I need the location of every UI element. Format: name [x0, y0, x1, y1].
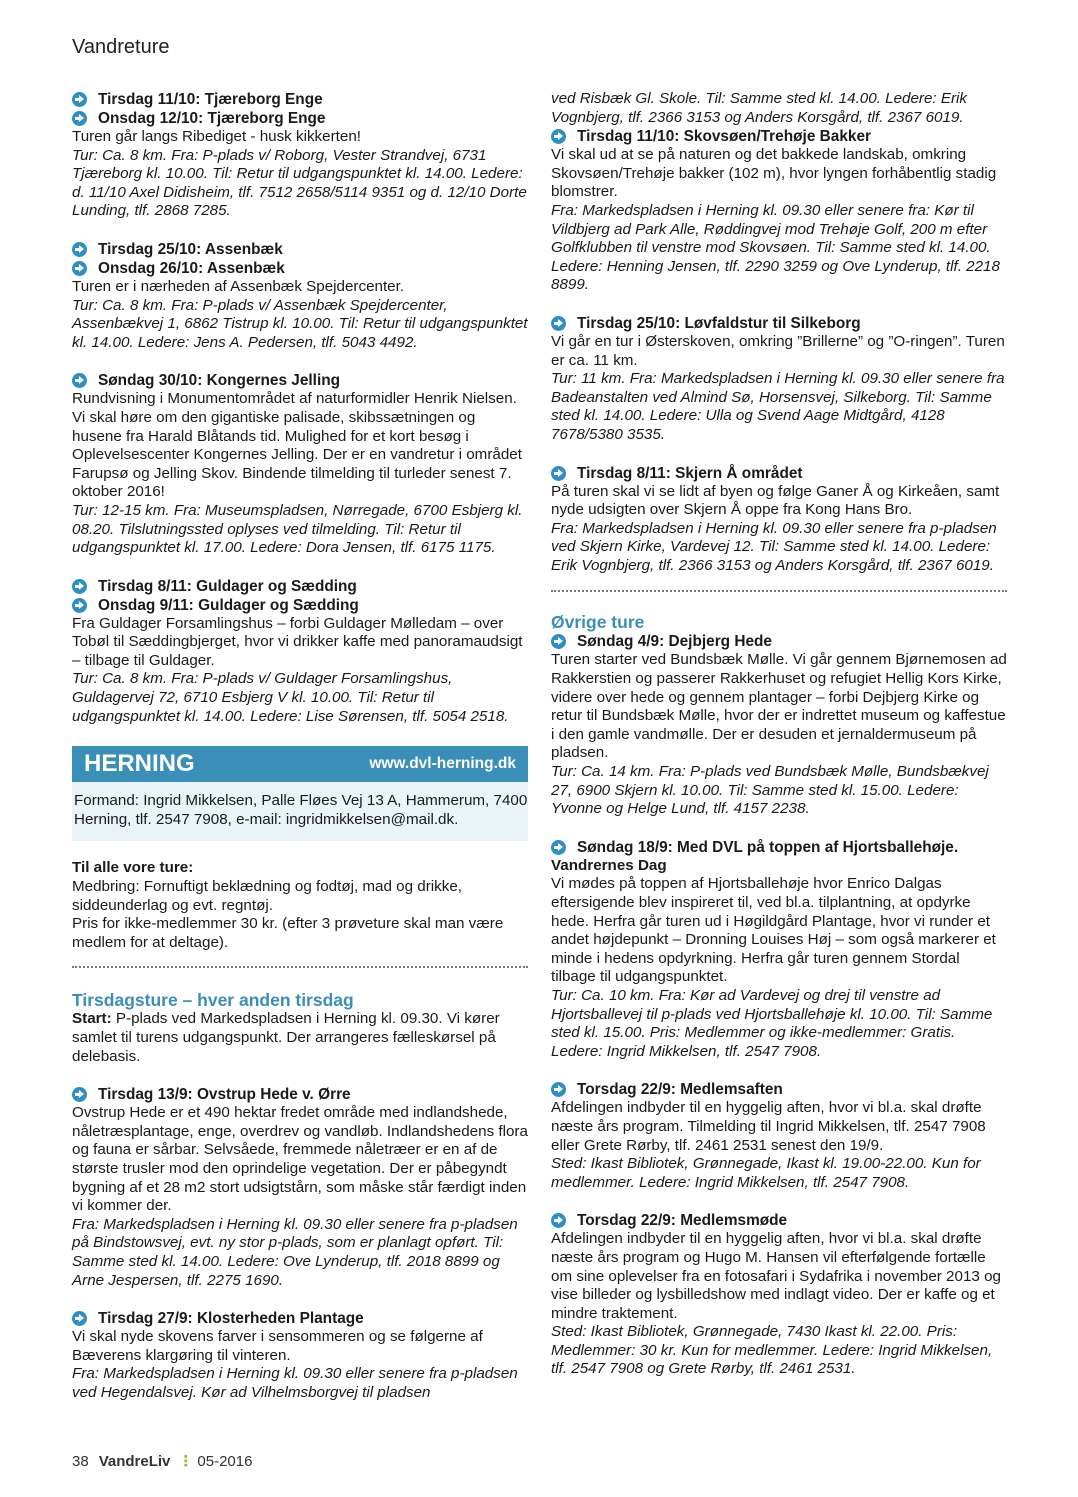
event-description: Afdelingen indbyder til en hyggelig aften, hvor vi bl.a. skal drøfte næste års program og Hugo M. Hansen vil efterfølgende fortælle om sine oplevelser fra en fotosafari i Sydafrika i november 2013 og vise billeder og lysbilledshow med indlagt video. Der er kaffe og et mindre traktement.: [551, 1230, 1001, 1322]
event-title-text: Tirsdag 25/10: Løvfaldstur til Silkeborg: [577, 314, 861, 332]
event-title: [551, 314, 1007, 333]
event-details: Fra: Markedspladsen i Herning kl. 09.30 eller senere fra: Kør til Vildbjerg ad Park Alle, Røddingvej mod Trehøje Golf, 200 m efter Golfklubben til venstre mod Skovsøen. Til: Samme sted kl. 14.00. Ledere: Henning Jensen, tlf. 2290 3259 og Ove Lynderup, tlf. 2218 8899.: [551, 201, 1000, 294]
arrow-right-icon: [72, 1311, 87, 1326]
event-title: [551, 838, 1007, 857]
event-item: [551, 127, 1007, 295]
event-item: [72, 577, 528, 727]
event-title: [72, 1085, 528, 1104]
event-title-text: Tirsdag 8/11: Guldager og Sædding: [98, 577, 357, 595]
event-description: Vi mødes på toppen af Hjortsballehøje hvor Enrico Dalgas eftersigende blev inspireret til, ved bl.a. tilplantning, at opdyrke hede. Herfra går turen ud i Høgildgård Plantage, hvor vi runder et andet højdepunkt – Dronning Louises Høj – som også markerer et minde i hedens opdyrkning. Herfra går turen gennem Stordal tilbage til udgangspunktet.: [551, 875, 996, 986]
arrow-right-icon: [72, 373, 87, 388]
tirsdagsture-heading: Tirsdagsture – hver anden tirsdag: [72, 990, 354, 1011]
event-description: Turen er i nærheden af Assenbæk Spejdercenter.: [72, 277, 405, 295]
event-details: Tur: 12-15 km. Fra: Museumspladsen, Nørregade, 6700 Esbjerg kl. 08.20. Tilslutningssted oplyses ved tilmelding. Til: Retur til udgangspunktet kl. 17.00. Ledere: Dora Jensen, tlf. 6175 1175.: [72, 501, 523, 557]
event-title-text: Tirsdag 13/9: Ovstrup Hede v. Ørre: [98, 1086, 351, 1104]
page-number: 38: [72, 1452, 89, 1470]
arrow-right-icon: [551, 466, 566, 481]
event-title-text: Torsdag 22/9: Medlemsmøde: [577, 1212, 788, 1230]
event-title-text: Tirsdag 27/9: Klosterheden Plantage: [98, 1310, 364, 1328]
event-title: [72, 577, 528, 596]
event-description: Turen går langs Ribediget - husk kikkerten!: [72, 128, 361, 145]
arrow-right-icon: [72, 1087, 87, 1102]
event-details: Tur: Ca. 14 km. Fra: P-plads ved Bundsbæk Mølle, Bundsbækvej 27, 6900 Skjern kl. 10.00. Til: Samme sted kl. 15.00. Ledere: Yvonne og Helge Lund, tlf. 4157 2238.: [551, 763, 989, 818]
event-description: Rundvisning i Monumentområdet af naturformidler Henrik Nielsen. Vi skal høre om den gigantiske palisade, skibssætningen og husene fra Harald Blåtands tid. Mulighed for et kort besøg i Oplevelsescenter Kongernes Jelling. Der er en vandretur i området Farupsø og Jelling Skov. Bindende tilmelding til turleder senest 7. oktober 2016!: [72, 390, 522, 501]
events-group-1: [72, 90, 528, 726]
page-footer: [72, 1452, 252, 1470]
tirsdagsture-start: [72, 1010, 528, 1066]
event-details: Fra: Markedspladsen i Herning kl. 09.30 eller senere fra p-pladsen på Bindstowsvej, evt. ny stor p-plads, som er planlagt opført. Til: Samme sted kl. 14.00. Ledere: Ove Lynderup, tlf. 2018 8899 og Arne Jespersen, tlf. 2275 1690.: [72, 1215, 518, 1289]
event-item: [551, 1211, 1007, 1379]
event-details: Fra: Markedspladsen i Herning kl. 09.30 eller senere fra p-pladsen ved Hegendalsvej. Kør ad Vilhelmsborgvej til pladsen: [72, 1365, 518, 1401]
event-title-text: Tirsdag 25/10: Assenbæk: [98, 240, 283, 258]
event-title-text: Søndag 30/10: Kongernes Jelling: [98, 372, 341, 390]
arrow-right-icon: [72, 261, 87, 276]
arrow-right-icon: [551, 316, 566, 331]
event-title: [551, 1211, 1007, 1230]
herning-band: [72, 746, 528, 782]
event-item: [72, 1085, 528, 1290]
event-item: [72, 371, 528, 557]
arrow-right-icon: [72, 92, 87, 107]
arrow-right-icon: [551, 840, 566, 855]
arrow-right-icon: [72, 579, 87, 594]
event-title-text: Torsdag 22/9: Medlemsaften: [577, 1081, 783, 1099]
event-title: [551, 632, 1007, 651]
event-title: [72, 240, 528, 259]
event-details: Sted: Ikast Bibliotek, Grønnegade, 7430 Ikast kl. 22.00. Pris: Medlemmer: 30 kr. Kun for medlemmer. Ledere: Ingrid Mikkelsen, tlf. 2547 7908 og Grete Rørby, tlf. 2461 2531.: [551, 1323, 993, 1378]
event-title-text: Onsdag 26/10: Assenbæk: [98, 259, 285, 277]
event-title-text: Tirsdag 8/11: Skjern Å området: [577, 464, 803, 482]
event-title-text: Søndag 18/9: Med DVL på toppen af Hjortsballehøje.: [577, 838, 959, 856]
arrow-right-icon: [551, 129, 566, 144]
section-label: Vandreture: [72, 36, 170, 58]
event-description: Turen starter ved Bundsbæk Mølle. Vi går gennem Bjørnemosen ad Rakkerstien og passerer Rakkerhuset og refugiet Hellig Kors Kirke, videre over hede og gennem plantager – forbi Dejbjerg Kirke og retur til Bundsbæk Mølle, hvor der er indrettet museum og kaffestue i den gamle vandmølle. Der er desuden et jernaldermuseum på pladsen.: [551, 651, 1007, 762]
event-title: [72, 596, 528, 615]
event-title: [551, 1080, 1007, 1099]
arrow-right-icon: [551, 1082, 566, 1097]
start-label: Start:: [72, 1010, 112, 1028]
events-group-3: [551, 127, 1007, 575]
event-title: [72, 1309, 528, 1328]
event-item: [551, 632, 1007, 818]
event-details: Tur: 11 km. Fra: Markedspladsen i Herning kl. 09.30 eller senere fra Badeanstalten ved Almind Sø, Horsensvej, Silkeborg. Til: Samme sted kl. 14.00. Ledere: Ulla og Svend Aage Midtgård, 4128 7678/5380 3535.: [551, 370, 1005, 443]
event-item: [551, 464, 1007, 576]
event-title: [72, 90, 528, 109]
ovrige-ture-heading: Øvrige ture: [551, 612, 645, 633]
event-details: Fra: Markedspladsen i Herning kl. 09.30 eller senere fra p-pladsen ved Skjern Kirke, Vardevej 12. Til: Samme sted kl. 14.00. Ledere: Erik Vognbjerg, tlf. 2366 3153 og Anders Korsgård, tlf. 2367 6019.: [551, 519, 997, 574]
herning-url-link[interactable]: www.dvl-herning.dk: [369, 754, 516, 772]
event-description: Vi skal ud at se på naturen og det bakkede landskab, omkring Skovsøen/Trehøje bakker (102 m), hvor lyngen forhåbentlig stadig blomstrer.: [551, 146, 997, 201]
dotted-divider: [72, 966, 528, 968]
events-group-4: [551, 632, 1007, 1379]
event-title-text: Onsdag 9/11: Guldager og Sædding: [98, 596, 359, 614]
event-details: Sted: Ikast Bibliotek, Grønnegade, Ikast kl. 19.00-22.00. Kun for medlemmer. Ledere: Ingrid Mikkelsen, tlf. 2547 7908.: [551, 1155, 981, 1191]
issue-number: 05-2016: [197, 1452, 253, 1470]
event-item: [551, 314, 1007, 445]
event-item: [72, 1309, 528, 1402]
til-alle-heading: Til alle vore ture:: [72, 859, 194, 877]
left-column: [72, 90, 528, 1422]
til-alle-pris: Pris for ikke-medlemmer 30 kr. (efter 3 prøveture skal man være medlem for at deltage).: [72, 915, 504, 951]
herning-contact-info: Formand: Ingrid Mikkelsen, Palle Fløes Vej 13 A, Hammerum, 7400 Herning, tlf. 2547 7908, e-mail: ingridmikkelsen@mail.dk.: [72, 782, 528, 841]
event-title-text: Tirsdag 11/10: Tjæreborg Enge: [98, 91, 323, 108]
event-description: Vi går en tur i Østerskoven, omkring ”Brillerne” og ”O-ringen”. Turen er ca. 11 km.: [551, 332, 1005, 369]
til-alle-block: [72, 859, 528, 952]
event-details: Tur: Ca. 8 km. Fra: P-plads v/ Assenbæk Spejdercenter, Assenbækvej 1, 6862 Tistrup kl. 10.00. Til: Retur til udgangspunktet kl. 14.00. Ledere: Jens A. Pedersen, tlf. 5043 4492.: [72, 296, 528, 351]
magazine-name: VandreLiv: [98, 1452, 171, 1470]
til-alle-medbring: Medbring: Fornuftigt beklædning og fodtøj, mad og drikke, siddeunderlag og evt. regntøj.: [72, 878, 463, 914]
right-column: [551, 90, 1007, 1398]
event-details: Tur: Ca. 8 km. Fra: P-plads v/ Guldager Forsamlingshus, Guldagervej 72, 6710 Esbjerg V kl. 10.00. Til: Retur til udgangspunktet kl. 14.00. Ledere: Lise Sørensen, tlf. 5054 2518.: [72, 670, 509, 725]
event-item: [72, 90, 528, 221]
event-item: [551, 838, 1007, 1062]
event-description: Afdelingen indbyder til en hyggelig aften, hvor vi bl.a. skal drøfte næste års program. Tilmelding til Ingrid Mikkelsen, tlf. 2547 7908 eller Grete Rørby, tlf. 2461 2531 senest den 19/9.: [551, 1099, 986, 1154]
herning-title: HERNING: [84, 749, 195, 777]
event-item: [551, 1080, 1007, 1192]
arrow-right-icon: [72, 598, 87, 613]
event-title-text: Onsdag 12/10: Tjæreborg Enge: [98, 110, 326, 127]
event-description: Ovstrup Hede er et 490 hektar fredet område med indlandshede, nåletræsplantage, enge, overdrev og vandløb. Indlandshedens flora og fauna er sårbar. Selvsåede, fremmede nåletræer er en af de største trusler mod den oprindelige vegetation. Der er påbegyndt bygning af et 28 m2 stort udsigtstårn, som måske står færdigt inden vi kommer der.: [72, 1104, 528, 1215]
continuation-text: ved Risbæk Gl. Skole. Til: Samme sted kl. 14.00. Ledere: Erik Vognbjerg, tlf. 2366 3153 og Anders Korsgård, tlf. 2367 6019.: [551, 90, 968, 126]
event-title: [551, 127, 1007, 146]
start-text: P-plads ved Markedspladsen i Herning kl. 09.30. Vi kører samlet til turens udgangspunkt. Der arrangeres fælleskørsel på delebasis.: [72, 1010, 500, 1065]
arrow-right-icon: [72, 111, 87, 126]
event-item: [72, 240, 528, 352]
event-description: Fra Guldager Forsamlingshus – forbi Guldager Mølledam – over Tobøl til Sæddingbjerget, hvor vi drikker kaffe med panoramaudsigt – tilbage til Guldager.: [72, 614, 523, 669]
events-group-2: [72, 1085, 528, 1402]
event-subtitle: Vandrernes Dag: [551, 856, 667, 874]
event-title: [72, 259, 528, 278]
event-details: Tur: Ca. 10 km. Fra: Kør ad Vardevej og drej til venstre ad Hjortsballevej til p-plads ved Hjortsballehøje kl. 10.00. Til: Samme sted kl. 15.00. Pris: Medlemmer og ikke-medlemmer: Gratis. Ledere: Ingrid Mikkelsen, tlf. 2547 7908.: [551, 986, 993, 1060]
event-title: [72, 109, 528, 128]
event-description: Vi skal nyde skovens farver i sensommeren og se følgerne af Bæverens klargøring til vinteren.: [72, 1328, 483, 1364]
event-title: [72, 371, 528, 390]
event-title-text: Søndag 4/9: Dejbjerg Hede: [577, 633, 772, 651]
event-title-text: Tirsdag 11/10: Skovsøen/Trehøje Bakker: [577, 128, 871, 146]
event-title: [551, 464, 1007, 483]
arrow-right-icon: [551, 634, 566, 649]
dotted-divider-right: [551, 590, 1007, 592]
arrow-right-icon: [72, 242, 87, 257]
event-description: På turen skal vi se lidt af byen og følge Ganer Å og Kirkeåen, samt nyde udsigten over Skjern Å oppe fra Kong Hans Bro.: [551, 482, 1000, 519]
footer-separator: ⋮: [178, 1453, 194, 1470]
event-details: Tur: Ca. 8 km. Fra: P-plads v/ Roborg, Vester Strandvej, 6731 Tjæreborg kl. 10.00. Til: Retur til udgangspunktet kl. 14.00. Ledere: d. 11/10 Axel Didisheim, tlf. 7512 2658/5114 9351 og d. 12/10 Dorte Lunding, tlf. 2868 7285.: [72, 146, 527, 220]
arrow-right-icon: [551, 1213, 566, 1228]
